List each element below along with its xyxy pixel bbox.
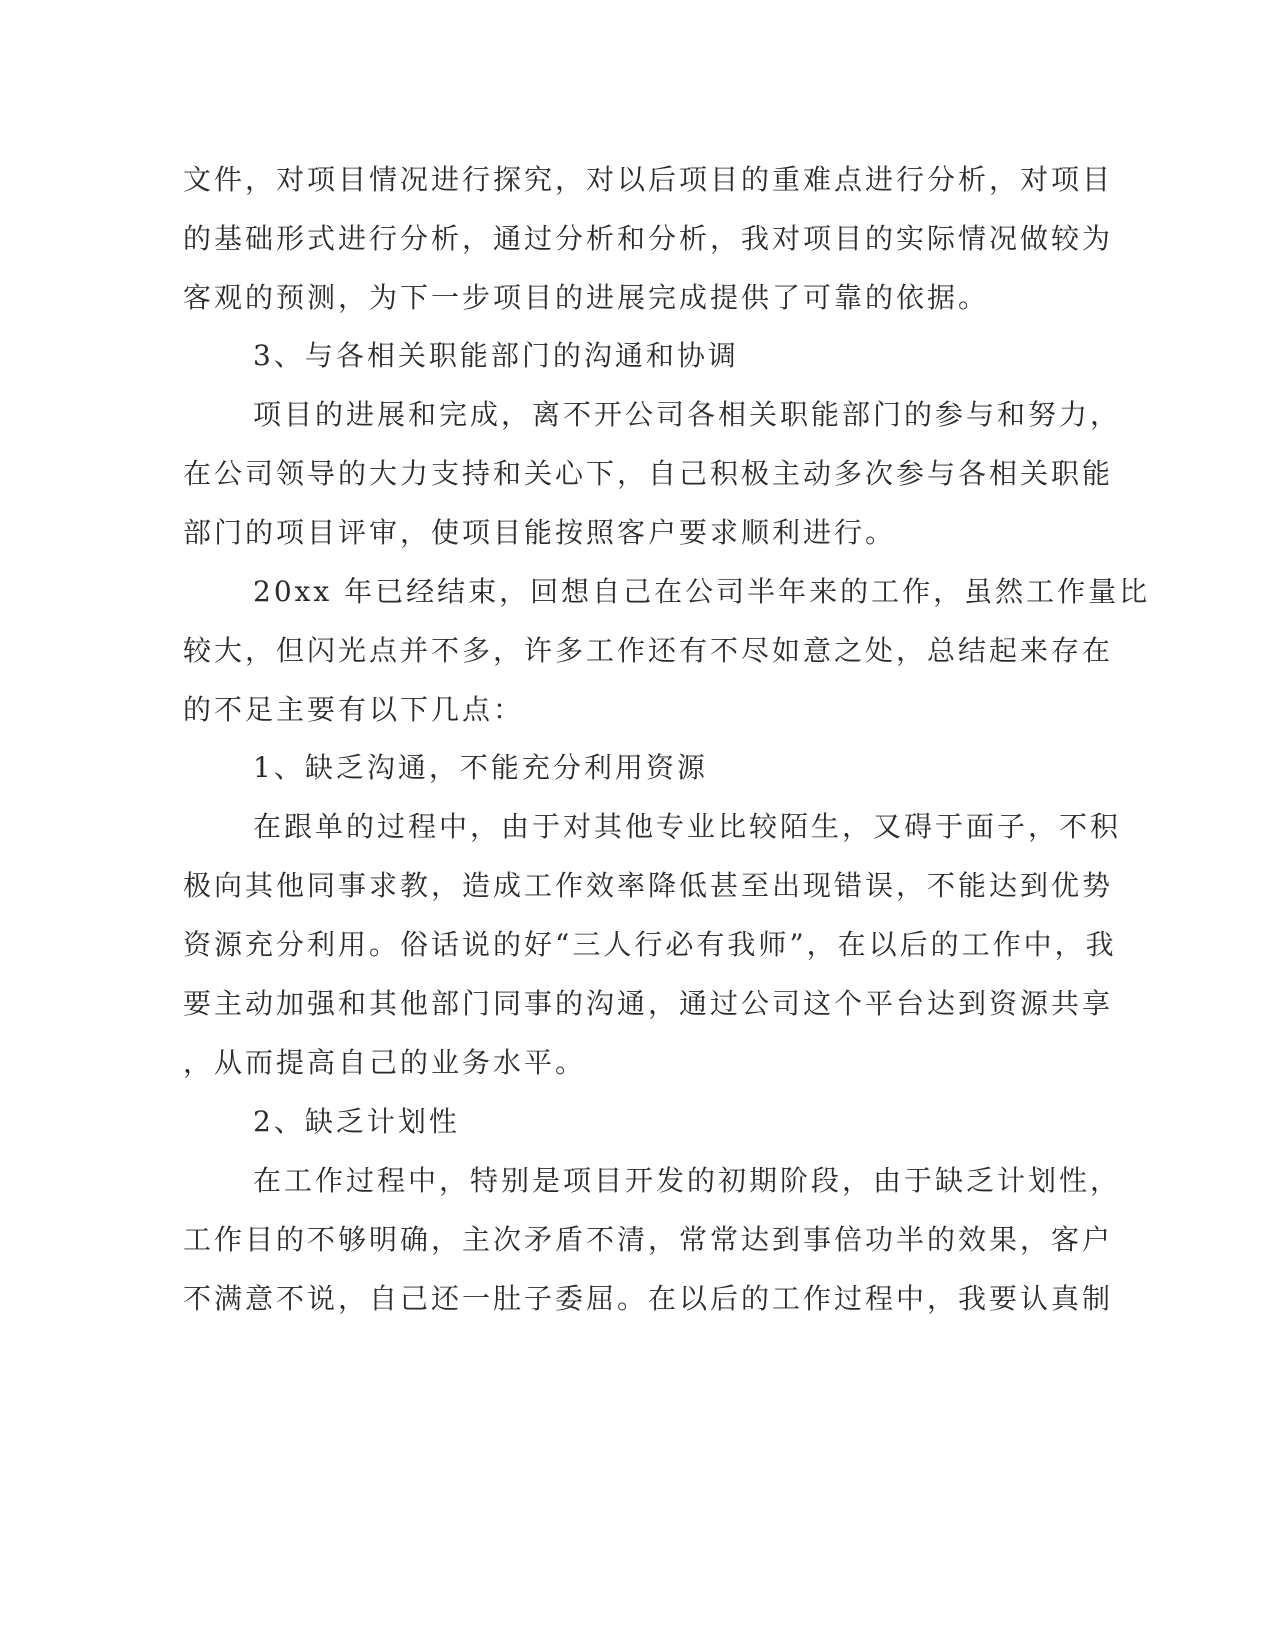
- text-line: 在跟单的过程中，由于对其他专业比较陌生，又碍于面子，不积: [253, 810, 1122, 843]
- text-line: 在工作过程中，特别是项目开发的初期阶段，由于缺乏计划性，: [253, 1164, 1122, 1197]
- text-line: 的不足主要有以下几点：: [183, 693, 525, 726]
- text-line: 20xx 年已经结束，回想自己在公司半年来的工作，虽然工作量比: [253, 575, 1151, 608]
- text-line: 在公司领导的大力支持和关心下，自己积极主动多次参与各相关职能: [183, 457, 1114, 490]
- section-heading: 1、缺乏沟通，不能充分利用资源: [253, 751, 708, 784]
- text-line: 工作目的不够明确，主次矛盾不清，常常达到事倍功半的效果，客户: [183, 1223, 1114, 1256]
- text-line: 的基础形式进行分析，通过分析和分析，我对项目的实际情况做较为: [183, 222, 1114, 255]
- text-line: 极向其他同事求教，造成工作效率降低甚至出现错误，不能达到优势: [183, 869, 1114, 902]
- text-line: 要主动加强和其他部门同事的沟通，通过公司这个平台达到资源共享: [183, 987, 1114, 1020]
- text-line: 部门的项目评审，使项目能按照客户要求顺利进行。: [183, 516, 897, 549]
- section-heading: 3、与各相关职能部门的沟通和协调: [253, 339, 739, 372]
- section-heading: 2、缺乏计划性: [253, 1105, 460, 1138]
- text-line: 项目的进展和完成，离不开公司各相关职能部门的参与和努力，: [253, 398, 1122, 431]
- text-line: 文件，对项目情况进行探究，对以后项目的重难点进行分析，对项目: [183, 163, 1114, 196]
- text-line: 资源充分利用。俗话说的好“三人行必有我师”，在以后的工作中，我: [183, 928, 1117, 961]
- text-line: 不满意不说，自己还一肚子委屈。在以后的工作过程中，我要认真制: [183, 1282, 1114, 1315]
- text-line: 客观的预测，为下一步项目的进展完成提供了可靠的依据。: [183, 281, 990, 314]
- text-line: 较大，但闪光点并不多，许多工作还有不尽如意之处，总结起来存在: [183, 634, 1114, 667]
- text-line: ，从而提高自己的业务水平。: [183, 1046, 587, 1079]
